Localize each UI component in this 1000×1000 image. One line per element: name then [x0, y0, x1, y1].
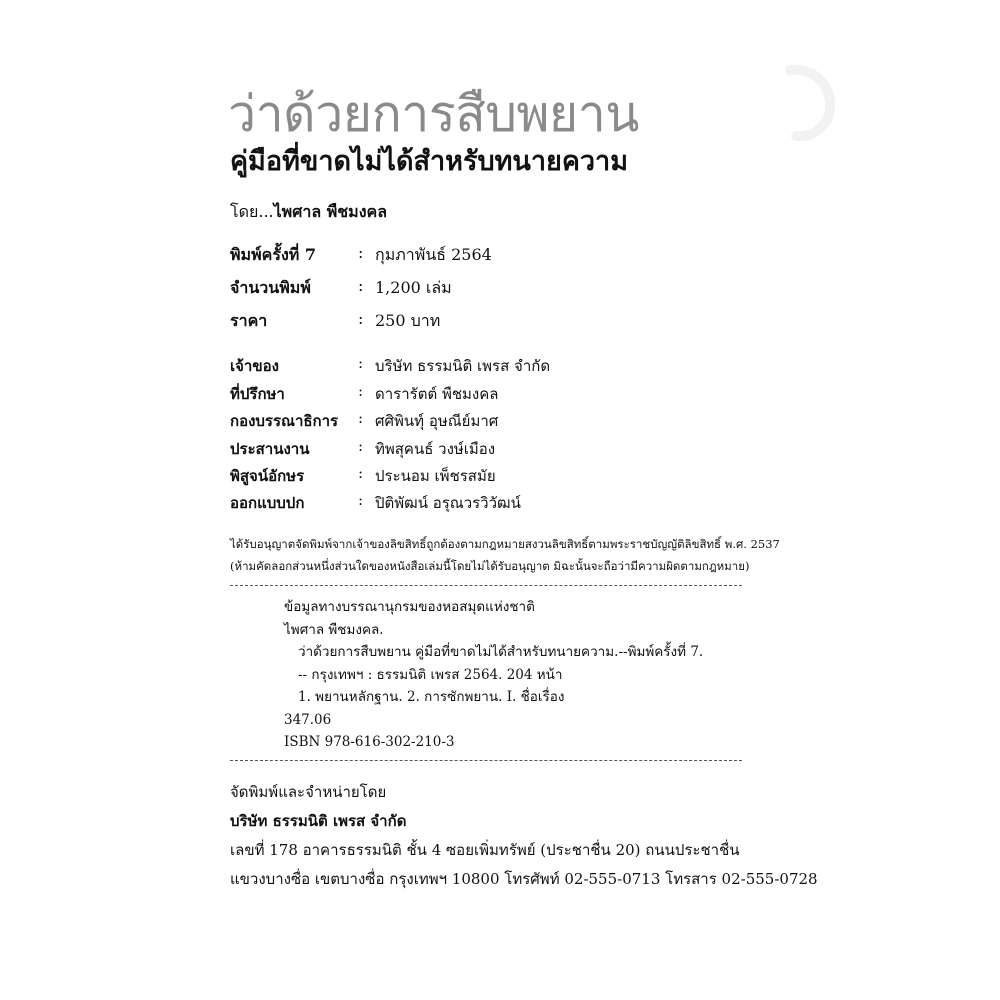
separator: :: [358, 437, 364, 455]
credit-value: ดารารัตต์ พืชมงคล: [375, 385, 499, 403]
copyright-notice: [230, 533, 780, 577]
print-quantity-value: 1,200 เล่ม: [375, 278, 452, 297]
cip-classification: 347.06: [284, 711, 332, 728]
credit-label: ออกแบบปก: [230, 494, 305, 512]
separator: :: [358, 409, 364, 427]
author-line: [230, 200, 387, 225]
credit-value: ศศิพินทุ์ อุษณีย์มาศ: [375, 412, 499, 430]
credit-value: ทิพสุคนธ์ วงษ์เมือง: [375, 440, 496, 458]
dashed-divider: [230, 585, 742, 586]
cip-isbn: ISBN 978-616-302-210-3: [284, 734, 455, 750]
separator: :: [358, 276, 364, 295]
price-label: ราคา: [230, 311, 268, 330]
publisher-address: แขวงบางซื่อ เขตบางซื่อ กรุงเทพฯ 10800 โทรศัพท์ 02-555-0713 โทรสาร 02-555-0728: [230, 870, 818, 888]
copyright-line: (ห้ามคัดลอกส่วนหนึ่งส่วนใดของหนังสือเล่มนี้โดยไม่ได้รับอนุญาต มิฉะนั้นจะถือว่ามีความผิดตามกฎหมาย): [230, 559, 750, 573]
publisher-name: บริษัท ธรรมนิติ เพรส จำกัด: [230, 812, 407, 830]
cip-title: ว่าด้วยการสืบพยาน คู่มือที่ขาดไม่ได้สำหรับทนายความ.--พิมพ์ครั้งที่ 7.: [298, 644, 704, 660]
publisher-address: เลขที่ 178 อาคารธรรมนิติ ชั้น 4 ซอยเพิ่มทรัพย์ (ประชาชื่น 20) ถนนประชาชื่น: [230, 841, 740, 859]
credit-value: ประนอม เพ็ชรสมัย: [375, 467, 496, 485]
cip-header: ข้อมูลทางบรรณานุกรมของหอสมุดแห่งชาติ: [284, 599, 535, 615]
credit-value: ปิติพัฒน์ อรุณวรวิวัฒน์: [375, 494, 521, 512]
credit-label: ที่ปรึกษา: [230, 385, 285, 403]
cip-author: ไพศาล พืชมงคล.: [284, 621, 384, 638]
credit-value: บริษัท ธรรมนิติ เพรส จำกัด: [375, 357, 551, 375]
watermark-logo: [770, 62, 840, 142]
book-subtitle: คู่มือที่ขาดไม่ได้สำหรับทนายความ: [230, 146, 629, 177]
credit-label: พิสูจน์อักษร: [230, 467, 305, 485]
author-name: ไพศาล พืชมงคล: [273, 202, 388, 221]
publisher-block: [230, 778, 818, 894]
separator: :: [358, 354, 364, 372]
author-prefix: โดย...: [230, 202, 274, 221]
separator: :: [358, 491, 364, 509]
separator: :: [358, 309, 364, 328]
credit-label: ประสานงาน: [230, 440, 310, 458]
price-value: 250 บาท: [375, 311, 441, 330]
credit-label: กองบรรณาธิการ: [230, 412, 339, 430]
book-title: ว่าด้วยการสืบพยาน: [228, 85, 639, 143]
credit-label: เจ้าของ: [230, 357, 279, 375]
cip-imprint: -- กรุงเทพฯ : ธรรมนิติ เพรส 2564. 204 หน้า: [298, 666, 563, 683]
separator: :: [358, 464, 364, 482]
publisher-label: จัดพิมพ์และจำหน่ายโดย: [230, 783, 387, 801]
separator: :: [358, 382, 364, 400]
copyright-line: ได้รับอนุญาตจัดพิมพ์จากเจ้าของลิขสิทธิ์ถูกต้องตามกฎหมายสงวนลิขสิทธิ์ตามพระราชบัญญัติลิขสิทธิ์ พ.ศ. 2537: [230, 537, 780, 551]
dashed-divider: [230, 760, 742, 761]
print-edition-value: กุมภาพันธ์ 2564: [375, 245, 492, 264]
cip-subjects: 1. พยานหลักฐาน. 2. การซักพยาน. I. ชื่อเรื่อง: [298, 689, 565, 705]
print-quantity-label: จำนวนพิมพ์: [230, 278, 311, 297]
separator: :: [358, 243, 364, 262]
print-edition-label: พิมพ์ครั้งที่ 7: [230, 245, 316, 264]
cataloging-in-publication: [284, 596, 703, 754]
